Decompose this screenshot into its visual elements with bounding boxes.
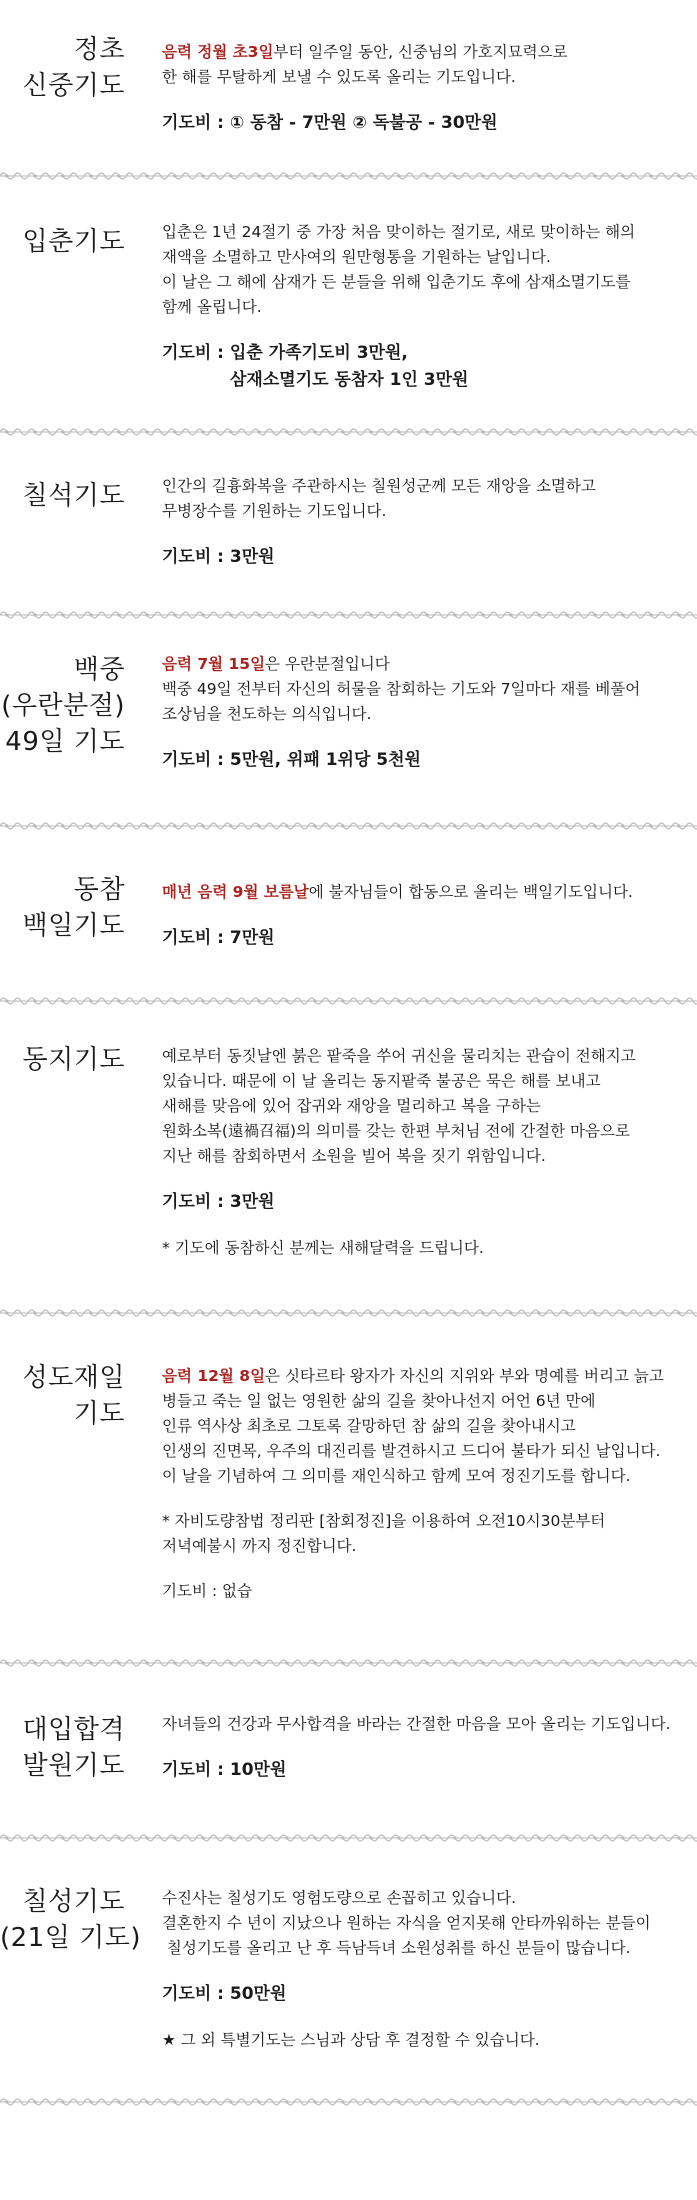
section-content (162, 880, 692, 952)
description-line: 이 날을 기념하여 그 의미를 재인식하고 함께 모여 정진기도를 합니다. (162, 1467, 631, 1485)
title-line: 신중기도 (22, 71, 125, 101)
description-line (162, 1364, 692, 1389)
title-line: 백중 (73, 655, 125, 685)
divider-ornament (0, 1830, 697, 1846)
description-line: 예로부터 동짓날엔 붉은 팥죽을 쑤어 귀신을 물리치는 관습이 전해지고 (162, 1047, 636, 1065)
section-content (162, 220, 692, 394)
fee-text: 기도비 : 50만원 (162, 1984, 287, 2004)
fee-text: 기도비 : 10만원 (162, 1760, 287, 1780)
divider-ornament (0, 607, 697, 623)
note-text: ★ 그 외 특별기도는 스님과 상담 후 결정할 수 있습니다. (162, 2031, 540, 2049)
section-title (0, 478, 125, 514)
description-line: 자녀들의 건강과 무사합격을 바라는 간절한 마음을 모아 올리는 기도입니다. (162, 1715, 671, 1733)
description-line: 지난 해를 참회하면서 소원을 빌어 복을 짓기 위함입니다. (162, 1147, 546, 1165)
divider-ornament (0, 2094, 697, 2110)
title-line: 정초 (73, 35, 125, 65)
description-line: 인생의 진면목, 우주의 대진리를 발견하시고 드디어 불타가 되신 날입니다. (162, 1442, 661, 1460)
ornamental-divider (0, 168, 697, 184)
title-line: 입춘기도 (22, 227, 125, 257)
section-title (0, 224, 125, 260)
description-line: 원화소복(遠禍召福)의 의미를 갖는 한편 부처님 전에 간절한 마음으로 (162, 1122, 630, 1140)
title-line: 대입합격 (22, 1715, 125, 1745)
section-title (0, 1042, 125, 1078)
description-line: 함께 올립니다. (162, 298, 262, 316)
fee-text: 기도비 : 없습 (162, 1582, 252, 1600)
divider-ornament (0, 424, 697, 440)
description-line: 수진사는 칠성기도 영험도량으로 손꼽히고 있습니다. (162, 1889, 517, 1907)
description-line: 조상님을 천도하는 의식입니다. (162, 705, 372, 723)
title-line: 백일기도 (22, 911, 125, 941)
divider-ornament (0, 168, 697, 184)
description-line: 병들고 죽는 일 없는 영원한 삶의 길을 찾아나선지 어언 6년 만에 (162, 1392, 596, 1410)
ornamental-divider (0, 2094, 697, 2110)
description-line (162, 40, 692, 65)
description-line (162, 880, 692, 905)
section-content (162, 474, 692, 571)
ornamental-divider (0, 993, 697, 1009)
fee-text: 기도비 : 7만원 (162, 928, 275, 948)
title-line: 49일 기도 (5, 727, 125, 757)
description-line: 입춘은 1년 24절기 중 가장 처음 맞이하는 절기로, 새로 맞이하는 해의 (162, 223, 636, 241)
section-title (0, 1884, 141, 1956)
section-content (162, 1712, 692, 1784)
title-line: 칠성기도 (22, 1887, 125, 1917)
ornamental-divider (0, 1655, 697, 1671)
title-line: (우란분절) (1, 691, 125, 721)
description-line: 무병장수를 기원하는 기도입니다. (162, 502, 387, 520)
description-line: 있습니다. 때문에 이 날 올리는 동지팥죽 불공은 묵은 해를 보내고 (162, 1072, 601, 1090)
title-line: 발원기도 (22, 1751, 125, 1781)
note-text: * 자비도량참법 정리판 [참회정진]을 이용하여 오전10시30분부터 (162, 1512, 606, 1530)
fee-text: 기도비 : 3만원 (162, 547, 275, 567)
date-highlight: 매년 음력 9월 보름날 (162, 883, 309, 901)
description-text: 에 불자님들이 합동으로 올리는 백일기도입니다. (308, 883, 633, 901)
ornamental-divider (0, 607, 697, 623)
section-title (0, 1712, 125, 1784)
description-line: 이 날은 그 해에 삼재가 든 분들을 위해 입춘기도 후에 삼재소멸기도를 (162, 273, 631, 291)
date-highlight: 음력 정월 초3일 (162, 43, 274, 61)
fee-text: 삼재소멸기도 동참자 1인 3만원 (230, 370, 469, 390)
note-text: * 기도에 동참하신 분께는 새해달력을 드립니다. (162, 1239, 484, 1257)
description-line: 새해를 맞음에 있어 잡귀와 재앙을 멀리하고 복을 구하는 (162, 1097, 541, 1115)
ornamental-divider (0, 424, 697, 440)
ornamental-divider (0, 1830, 697, 1846)
description-line: 인류 역사상 최초로 그토록 갈망하던 참 삶의 길을 찾아내시고 (162, 1417, 576, 1435)
description-line: 재액을 소멸하고 만사여의 원만형통을 기원하는 날입니다. (162, 248, 551, 266)
title-line: 기도 (73, 1399, 125, 1429)
fee-text: 기도비 : 3만원 (162, 1192, 275, 1212)
title-line: 성도재일 (22, 1363, 125, 1393)
divider-ornament (0, 818, 697, 834)
fee-text: 기도비 : ① 동참 - 7만원 ② 독불공 - 30만원 (162, 113, 498, 133)
divider-ornament (0, 993, 697, 1009)
section-title (0, 32, 125, 104)
section-content (162, 1886, 692, 2053)
section-content (162, 1044, 692, 1261)
description-text: 은 우란분절입니다 (265, 655, 390, 673)
section-title (0, 652, 125, 760)
ornamental-divider (0, 818, 697, 834)
section-content (162, 1364, 692, 1604)
date-highlight: 음력 12월 8일 (162, 1367, 266, 1385)
section-content (162, 652, 692, 774)
title-line: (21일 기도) (0, 1923, 141, 1953)
section-content (162, 40, 692, 137)
description-line: 인간의 길흉화복을 주관하시는 칠원성군께 모든 재앙을 소멸하고 (162, 477, 596, 495)
note-text: 저녁예불시 까지 정진합니다. (162, 1537, 357, 1555)
title-line: 동지기도 (22, 1045, 125, 1075)
section-title (0, 872, 125, 944)
section-title (0, 1360, 125, 1432)
description-line (162, 652, 692, 677)
title-line: 칠석기도 (22, 481, 125, 511)
date-highlight: 음력 7월 15일 (162, 655, 266, 673)
description-text: 부터 일주일 동안, 신중님의 가호지묘력으로 (273, 43, 568, 61)
divider-ornament (0, 1305, 697, 1321)
description-text: 은 싯타르타 왕자가 자신의 지위와 부와 명예를 버리고 늙고 (265, 1367, 664, 1385)
ornamental-divider (0, 1305, 697, 1321)
fee-text: 기도비 : 5만원, 위패 1위당 5천원 (162, 750, 421, 770)
divider-ornament (0, 1655, 697, 1671)
description-line: 칠성기도를 올리고 난 후 득남득녀 소원성취를 하신 분들이 많습니다. (162, 1939, 631, 1957)
fee-text: 기도비 : 입춘 가족기도비 3만원, (162, 343, 408, 363)
description-line: 한 해를 무탈하게 보낼 수 있도록 올리는 기도입니다. (162, 68, 516, 86)
description-line: 백중 49일 전부터 자신의 허물을 참회하는 기도와 7일마다 재를 베풀어 (162, 680, 641, 698)
title-line: 동참 (73, 875, 125, 905)
description-line: 결혼한지 수 년이 지났으나 원하는 자식을 얻지못해 안타까워하는 분들이 (162, 1914, 651, 1932)
